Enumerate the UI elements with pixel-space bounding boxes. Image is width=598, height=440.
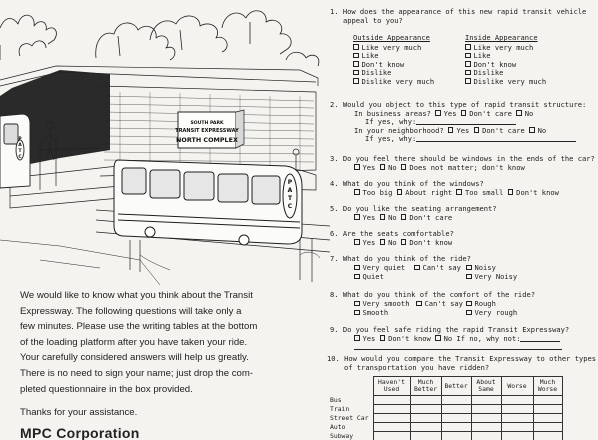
option-label: Yes (443, 108, 457, 118)
option-label: Yes (362, 212, 376, 222)
question-number: 5. (330, 204, 339, 213)
question-text: What do you think of the windows? (342, 179, 484, 188)
question-text: What do you think of the ride? (342, 254, 471, 263)
car-letter: A (18, 143, 22, 148)
checkbox[interactable] (353, 44, 359, 50)
option-label: No (524, 108, 534, 118)
checkbox[interactable] (461, 110, 467, 116)
question-text: Do you like the seating arrangement? (342, 204, 497, 213)
checkbox[interactable] (354, 239, 360, 245)
table-cell[interactable] (410, 396, 441, 405)
mode-label: Subway (330, 431, 354, 440)
checkbox[interactable] (416, 301, 422, 307)
question-number: 10. (327, 354, 340, 363)
question-number: 3. (330, 154, 339, 163)
question-text: Would you object to this type of rapid transit structure: (342, 100, 587, 109)
intro-line: Your carefully considered answers will help us greatly. (20, 352, 249, 364)
intro-line: pleted questionnaire in the box provided. (20, 383, 193, 395)
mode-label: Bus (330, 395, 342, 404)
option-label: Smooth (362, 308, 389, 317)
option-label: Very quiet (362, 263, 406, 272)
option-label: Don't care (482, 125, 525, 135)
checkbox[interactable] (401, 214, 407, 220)
table-cell[interactable] (373, 396, 410, 405)
question-text: How would you compare the Transit Expressway to other types (344, 354, 597, 363)
option-label: Dislike very much (473, 76, 547, 86)
table-cell[interactable] (501, 423, 533, 432)
checkbox[interactable] (380, 239, 386, 245)
checkbox[interactable] (353, 53, 359, 59)
question-2 (330, 101, 586, 144)
column-header (373, 377, 410, 396)
mode-label: Auto (330, 422, 346, 431)
intro-line: There is no need to sign your name; just drop the com- (20, 367, 254, 379)
table-row (330, 423, 562, 432)
option-label: Can't say (422, 263, 461, 272)
checkbox[interactable] (435, 110, 441, 116)
column-header (533, 377, 562, 396)
question-number: 2. (330, 100, 339, 109)
checkbox[interactable] (401, 239, 407, 245)
car-letter: C (18, 155, 22, 160)
question-10 (327, 355, 596, 372)
question-text: appeal to you? (343, 15, 403, 25)
checkbox[interactable] (354, 274, 360, 280)
car-letter: P (18, 137, 22, 142)
table-cell[interactable] (471, 432, 501, 440)
question-text: Are the seats comfortable? (342, 229, 454, 238)
table-cell[interactable] (441, 432, 471, 440)
if-yes-label: If yes, why: (365, 134, 417, 144)
checkbox[interactable] (397, 189, 403, 195)
column-header-line: Much (417, 378, 434, 386)
checkbox[interactable] (353, 78, 359, 84)
option-label: Yes (362, 333, 376, 343)
question-number: 4. (330, 179, 339, 188)
table-row (330, 396, 562, 405)
checkbox[interactable] (466, 310, 472, 316)
checkbox[interactable] (465, 61, 471, 67)
checkbox[interactable] (401, 164, 407, 170)
table-cell[interactable] (501, 405, 533, 414)
question-1 (330, 8, 586, 25)
table-cell[interactable] (533, 396, 562, 405)
column-header-line: About (476, 378, 496, 386)
option-label: Rough (474, 299, 496, 308)
intro-line: Expressway. The following questions will take only a (20, 305, 242, 317)
option-label: Does not matter; don't know (409, 162, 525, 172)
column-header-line: Used (383, 385, 400, 393)
answer-line[interactable] (416, 118, 516, 125)
column-header-line: Worse (537, 385, 558, 393)
column-header (471, 377, 501, 396)
column-header-line: Better (444, 381, 468, 390)
question-text: What do you think of the comfort of the ride? (342, 290, 536, 299)
table-cell[interactable] (441, 414, 471, 423)
table-cell[interactable] (410, 414, 441, 423)
comparison-table (330, 376, 563, 440)
column-header (410, 377, 441, 396)
checkbox[interactable] (456, 189, 462, 195)
column-header-line: Much (539, 378, 556, 386)
table-cell[interactable] (441, 405, 471, 414)
column-header-line: Worse (507, 381, 527, 390)
table-row (330, 405, 562, 414)
checkbox[interactable] (474, 127, 480, 133)
option-label: Noisy (474, 263, 496, 272)
option-label: Dislike very much (361, 76, 435, 86)
table-cell[interactable] (373, 423, 410, 432)
option-label: Dislike (473, 68, 504, 78)
table-cell[interactable] (501, 432, 533, 440)
option-label: Don't care (409, 212, 453, 222)
checkbox[interactable] (465, 44, 471, 50)
option-label: Yes (456, 125, 470, 135)
option-label: Don't know (388, 333, 431, 343)
checkbox[interactable] (435, 335, 441, 341)
answer-line[interactable] (354, 343, 562, 350)
option-label: Don't know (361, 59, 405, 69)
question-number: 1. (330, 7, 339, 16)
checkbox[interactable] (354, 214, 360, 220)
option-label: No (443, 333, 453, 343)
column-header-line: Haven't (378, 378, 405, 386)
question-number: 6. (330, 229, 339, 238)
table-header-row (330, 377, 562, 396)
option-label: About right (405, 187, 453, 197)
table-cell[interactable] (533, 405, 562, 414)
mode-label: Train (330, 404, 350, 413)
option-label: Yes (362, 237, 376, 247)
table-cell[interactable] (441, 396, 471, 405)
table-cell[interactable] (373, 414, 410, 423)
car-letter: C (287, 203, 293, 210)
inside-appearance-group (465, 34, 546, 87)
intro-line: of the loading platform after you have taken your ride. (20, 336, 248, 348)
answer-line[interactable] (520, 335, 560, 342)
option-label: Can't say (424, 299, 463, 308)
table-row (330, 432, 562, 440)
checkbox[interactable] (516, 110, 522, 116)
option-label: No (388, 212, 397, 222)
option-label: Like very much (361, 42, 422, 52)
table-cell[interactable] (501, 396, 533, 405)
checkbox[interactable] (465, 53, 471, 59)
column-header-line: Better (413, 385, 438, 393)
checkbox[interactable] (380, 214, 386, 220)
checkbox[interactable] (508, 189, 514, 195)
answer-line[interactable] (416, 135, 576, 142)
outside-header: Outside Appearance (353, 33, 430, 42)
car-letter: P (287, 179, 293, 186)
table-cell[interactable] (471, 396, 501, 405)
checkbox[interactable] (353, 70, 359, 76)
question-number: 9. (330, 325, 339, 334)
intro-block (20, 288, 320, 440)
option-label: Like (361, 51, 379, 61)
car-letter: A (287, 187, 293, 194)
column-header (501, 377, 533, 396)
sign-line: NORTH COMPLEX (176, 136, 238, 144)
option-label: No (537, 125, 547, 135)
checkbox[interactable] (465, 78, 471, 84)
checkbox[interactable] (466, 265, 472, 271)
sign-line: TRANSIT EXPRESSWAY (175, 128, 239, 134)
question-3 (330, 155, 595, 172)
table-row (330, 414, 562, 423)
table-cell[interactable] (410, 432, 441, 440)
neighborhood-label: In your neighborhood? (354, 125, 444, 135)
option-label: Yes (362, 162, 376, 172)
question-6 (330, 230, 454, 247)
question-5 (330, 205, 497, 222)
table-cell[interactable] (471, 423, 501, 432)
if-yes-label: If yes, why: (365, 117, 417, 127)
table-cell[interactable] (410, 405, 441, 414)
checkbox[interactable] (380, 164, 386, 170)
table-cell[interactable] (410, 423, 441, 432)
empty-corner (330, 377, 373, 396)
table-cell[interactable] (441, 423, 471, 432)
checkbox[interactable] (354, 301, 360, 307)
transit-station-illustration (0, 0, 330, 285)
option-label: Don't know (409, 237, 453, 247)
option-label: Dislike (361, 68, 392, 78)
business-label: In business areas? (354, 108, 431, 118)
option-label: Like very much (473, 42, 534, 52)
option-label: No (388, 162, 397, 172)
table-cell[interactable] (501, 414, 533, 423)
table-cell[interactable] (533, 414, 562, 423)
checkbox[interactable] (414, 265, 420, 271)
option-label: Too big (362, 187, 393, 197)
checkbox[interactable] (465, 70, 471, 76)
checkbox[interactable] (529, 127, 535, 133)
question-text: of transportation you have ridden? (344, 362, 490, 372)
question-number: 7. (330, 254, 339, 263)
question-4 (330, 180, 559, 197)
table-cell[interactable] (533, 423, 562, 432)
question-text: Do you feel there should be windows in the ends of the car? (342, 154, 595, 163)
checkbox[interactable] (354, 310, 360, 316)
column-header (441, 377, 471, 396)
inside-header: Inside Appearance (465, 33, 538, 42)
car-letter: T (287, 195, 293, 202)
if-no-label: If no, why not: (456, 333, 521, 343)
option-label: Very smooth (362, 299, 410, 308)
checkbox[interactable] (380, 335, 386, 341)
intro-line: We would like to know what you think about the Transit (20, 290, 253, 301)
option-label: Very Noisy (474, 272, 518, 281)
option-label: Don't care (469, 108, 512, 118)
option-label: Too small (464, 187, 504, 197)
sign-line: SOUTH PARK (190, 121, 224, 126)
question-9 (330, 326, 569, 352)
question-text: How does the appearance of this new rapid transit vehicle (342, 7, 587, 16)
checkbox[interactable] (354, 189, 360, 195)
checkbox[interactable] (466, 274, 472, 280)
option-label: Quiet (362, 272, 384, 281)
outside-appearance-group (353, 34, 434, 87)
column-header-line: Same (478, 385, 494, 393)
thanks-text: Thanks for your assistance. (20, 407, 138, 419)
table-cell[interactable] (471, 405, 501, 414)
table-cell[interactable] (373, 405, 410, 414)
option-label: Don't know (473, 59, 517, 69)
intro-line: few minutes. Please use the writing tables at the bottom (20, 321, 258, 333)
question-text: Do you feel safe riding the rapid Transit Expressway? (342, 325, 570, 334)
table-cell[interactable] (373, 432, 410, 440)
checkbox[interactable] (354, 335, 360, 341)
mode-label: Street Car (330, 413, 369, 422)
corporation-name: MPC Corporation (20, 424, 140, 440)
car-letter: T (18, 149, 22, 154)
option-label: Don't know (516, 187, 559, 197)
checkbox[interactable] (448, 127, 454, 133)
table-cell[interactable] (471, 414, 501, 423)
option-label: Very rough (474, 308, 518, 317)
checkbox[interactable] (354, 164, 360, 170)
question-number: 8. (330, 290, 339, 299)
option-label: No (388, 237, 397, 247)
checkbox[interactable] (354, 265, 360, 271)
table-cell[interactable] (533, 432, 562, 440)
checkbox[interactable] (353, 61, 359, 67)
option-label: Like (473, 51, 491, 61)
checkbox[interactable] (466, 301, 472, 307)
